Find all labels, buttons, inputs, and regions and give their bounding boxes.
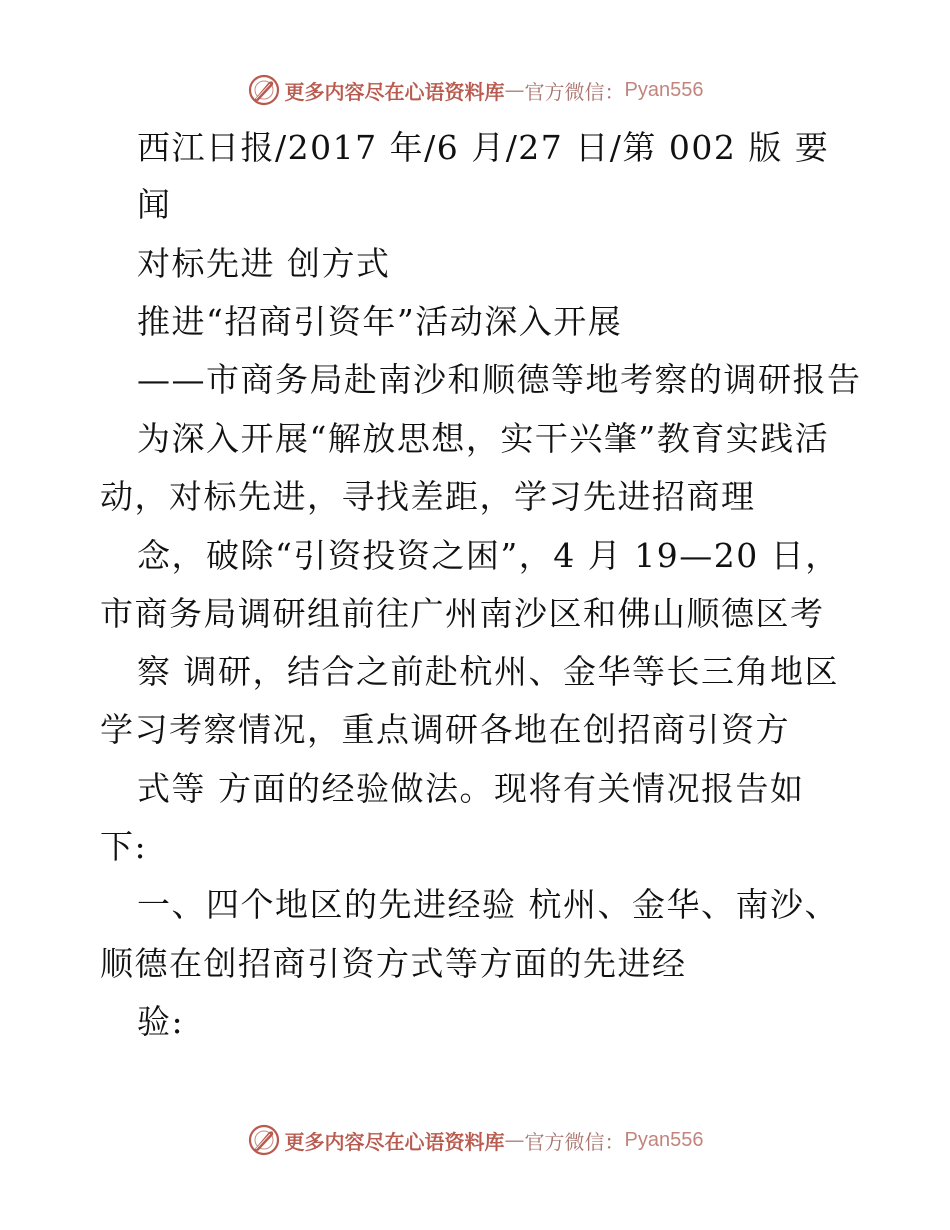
watermark-dash: — bbox=[504, 78, 525, 102]
feather-pen-circle-icon bbox=[247, 73, 281, 107]
paragraph-line: 市商务局调研组前往广州南沙区和佛山顺德区考 bbox=[100, 594, 825, 633]
watermark-site-text: 更多内容尽在心语资料库 bbox=[284, 1129, 505, 1154]
feather-pen-circle-icon bbox=[247, 1123, 281, 1157]
watermark-wechat-id: Pyan556 bbox=[624, 78, 704, 101]
watermark-wechat-label: 官方微信： bbox=[524, 1129, 625, 1154]
watermark-dash: — bbox=[504, 1128, 525, 1152]
paragraph-line: 学习考察情况，重点调研各地在创招商引资方 bbox=[100, 710, 790, 749]
article-source-line: 西江日报/2017 年/6 月/27 日/第 002 版 要 bbox=[137, 128, 830, 167]
paragraph-line: 下: bbox=[100, 827, 148, 866]
watermark-header bbox=[0, 70, 950, 110]
paragraph-line: 式等 方面的经验做法。现将有关情况报告如 bbox=[137, 769, 805, 808]
watermark-footer bbox=[0, 1120, 950, 1160]
paragraph-line: 念，破除“引资投资之困”，4 月 19—20 日， bbox=[137, 536, 840, 575]
paragraph-line: 为深入开展“解放思想，实干兴肇”教育实践活 bbox=[137, 419, 830, 458]
article-source-line-cont: 闻 bbox=[137, 185, 172, 224]
watermark-wechat-id: Pyan556 bbox=[624, 1128, 704, 1151]
section-heading: 一、四个地区的先进经验 杭州、金华、南沙、 bbox=[137, 885, 839, 924]
article-headline: 对标先进 创方式 bbox=[137, 244, 391, 283]
paragraph-line: 察 调研，结合之前赴杭州、金华等长三角地区 bbox=[137, 652, 839, 691]
paragraph-line: 动，对标先进，寻找差距，学习先进招商理 bbox=[100, 477, 756, 516]
watermark-wechat-label: 官方微信： bbox=[524, 79, 625, 104]
watermark-site-text: 更多内容尽在心语资料库 bbox=[284, 79, 505, 104]
article-subheadline: 推进“招商引资年”活动深入开展 bbox=[137, 302, 623, 341]
paragraph-line: 顺德在创招商引资方式等方面的先进经 bbox=[100, 944, 687, 983]
article-byline: ——市商务局赴南沙和顺德等地考察的调研报告 bbox=[137, 360, 862, 399]
paragraph-line: 验: bbox=[137, 1002, 185, 1041]
